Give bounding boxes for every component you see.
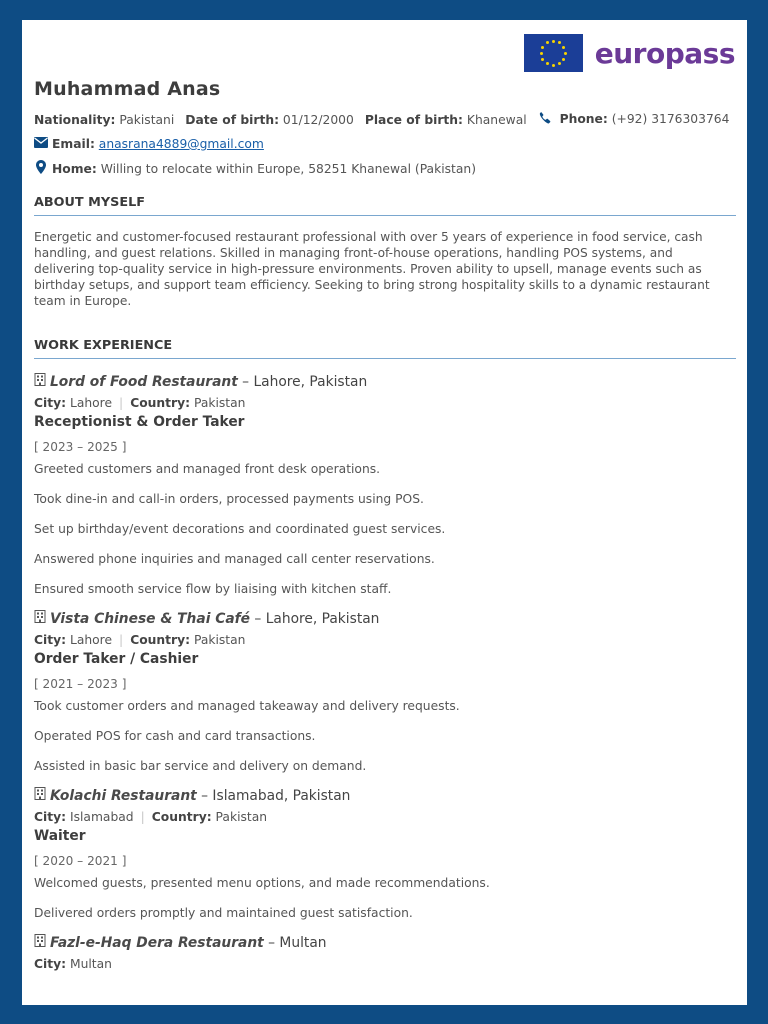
frame-left-bottom <box>0 942 22 1024</box>
eu-star <box>541 46 544 49</box>
cv-page <box>22 20 747 1005</box>
email-link[interactable]: anasrana4889@gmail.com <box>98 137 264 151</box>
city-value: Lahore <box>66 396 113 411</box>
job-location-meta <box>34 810 736 824</box>
frame-right-top <box>746 0 768 82</box>
dob-value: 01/12/2000 <box>282 112 354 127</box>
email-label: Email: <box>52 137 95 151</box>
about-section-title: ABOUT MYSELF <box>34 195 736 216</box>
home-line <box>34 160 736 177</box>
city-value: Islamabad <box>66 810 134 825</box>
job-entry <box>34 610 736 774</box>
job-location-meta <box>34 396 736 410</box>
logo-text: europass <box>594 36 735 70</box>
eu-star <box>541 58 544 61</box>
city-value: Lahore <box>66 633 113 648</box>
work-experience-list <box>34 373 736 971</box>
job-task: Operated POS for cash and card transactions. <box>34 729 316 744</box>
personal-info-line <box>34 111 736 128</box>
employer-location: – Lahore, Pakistan <box>237 373 368 390</box>
building-icon <box>34 373 46 390</box>
city-label: City: <box>34 810 67 825</box>
job-task: Greeted customers and managed front desk operations. <box>34 462 381 477</box>
job-header <box>34 373 736 390</box>
location-pin-icon <box>36 160 46 177</box>
nationality-label: Nationality: <box>34 112 116 127</box>
job-header <box>34 934 736 951</box>
job-task: Answered phone inquiries and managed call center reservations. <box>34 552 435 567</box>
eu-star <box>564 52 567 55</box>
job-dates: [ 2021 – 2023 ] <box>34 677 127 692</box>
job-dates: [ 2023 – 2025 ] <box>34 440 127 455</box>
separator: | <box>119 396 124 411</box>
eu-star <box>558 41 561 44</box>
home-label: Home: <box>52 161 97 176</box>
nationality <box>34 113 174 127</box>
building-icon <box>34 787 46 804</box>
city-value: Multan <box>66 957 112 972</box>
eu-star <box>562 46 565 49</box>
job-task: Took dine-in and call-in orders, processed payments using POS. <box>34 492 424 507</box>
eu-star <box>562 58 565 61</box>
frame-right-bottom <box>746 942 768 1024</box>
job-location-meta <box>34 957 736 971</box>
eu-star <box>552 64 555 67</box>
country-label: Country: <box>130 396 191 411</box>
employer-location: – Multan <box>263 934 327 951</box>
pob-label: Place of birth: <box>364 112 463 127</box>
country-label: Country: <box>130 633 191 648</box>
city-label: City: <box>34 633 67 648</box>
job-entry <box>34 934 736 971</box>
job-location-meta <box>34 633 736 647</box>
employer-name: Lord of Food Restaurant <box>50 373 238 390</box>
job-task: Welcomed guests, presented menu options, and made recommendations. <box>34 876 490 891</box>
work-section-title: WORK EXPERIENCE <box>34 338 736 359</box>
frame-left-top <box>0 0 22 82</box>
pob-value: Khanewal <box>466 112 527 127</box>
eu-star <box>558 62 561 65</box>
phone-label: Phone: <box>559 112 608 126</box>
phone <box>538 111 730 128</box>
date-of-birth <box>185 113 354 127</box>
country-value: Pakistan <box>190 633 246 648</box>
job-dates: [ 2020 – 2021 ] <box>34 854 127 869</box>
job-task: Assisted in basic bar service and delivery on demand. <box>34 759 367 774</box>
building-icon <box>34 610 46 627</box>
eu-star <box>546 62 549 65</box>
country-label: Country: <box>151 810 212 825</box>
dob-label: Date of birth: <box>185 112 279 127</box>
city-label: City: <box>34 957 67 972</box>
country-value: Pakistan <box>190 396 246 411</box>
job-title: Order Taker / Cashier <box>34 651 199 668</box>
job-entry <box>34 787 736 921</box>
job-task: Ensured smooth service flow by liaising with kitchen staff. <box>34 582 392 597</box>
job-task: Delivered orders promptly and maintained guest satisfaction. <box>34 906 413 921</box>
job-task: Took customer orders and managed takeaway and delivery requests. <box>34 699 460 714</box>
europass-logo <box>524 34 735 72</box>
phone-value: (+92) 3176303764 <box>611 112 730 126</box>
eu-star <box>540 52 543 55</box>
about-text: Energetic and customer-focused restaurant professional with over 5 years of experience in food service, cash handling, and guest relations. Skilled in managing front-of-house operations, handling POS systems, and delivering top-quality service in high-pressure environments. Proven ability to upsell, manage events such as birthday setups, and support team efficiency. Seeking to bring strong hospitality skills to a dynamic restaurant team in Europe. <box>34 230 710 309</box>
separator: | <box>140 810 145 825</box>
eu-flag-icon <box>524 34 583 72</box>
job-header <box>34 787 736 804</box>
email-line <box>34 137 736 151</box>
person-name: Muhammad Anas <box>34 78 221 100</box>
place-of-birth <box>365 113 527 127</box>
cv-content <box>34 78 736 971</box>
job-title: Waiter <box>34 828 86 845</box>
city-label: City: <box>34 396 67 411</box>
building-icon <box>34 934 46 951</box>
job-header <box>34 610 736 627</box>
employer-name: Vista Chinese & Thai Café <box>50 610 251 627</box>
employer-location: – Lahore, Pakistan <box>250 610 380 627</box>
phone-icon <box>538 111 552 128</box>
nationality-value: Pakistani <box>119 112 175 127</box>
employer-name: Fazl-e-Haq Dera Restaurant <box>50 934 264 951</box>
eu-star <box>552 40 555 43</box>
job-task: Set up birthday/event decorations and coordinated guest services. <box>34 522 446 537</box>
employer-name: Kolachi Restaurant <box>50 787 197 804</box>
employer-location: – Islamabad, Pakistan <box>196 787 351 804</box>
envelope-icon <box>34 137 48 151</box>
job-title: Receptionist & Order Taker <box>34 414 245 431</box>
separator: | <box>119 633 124 648</box>
country-value: Pakistan <box>211 810 268 825</box>
job-entry <box>34 373 736 597</box>
home-value: Willing to relocate within Europe, 58251 Khanewal (Pakistan) <box>100 161 476 176</box>
eu-star <box>546 41 549 44</box>
